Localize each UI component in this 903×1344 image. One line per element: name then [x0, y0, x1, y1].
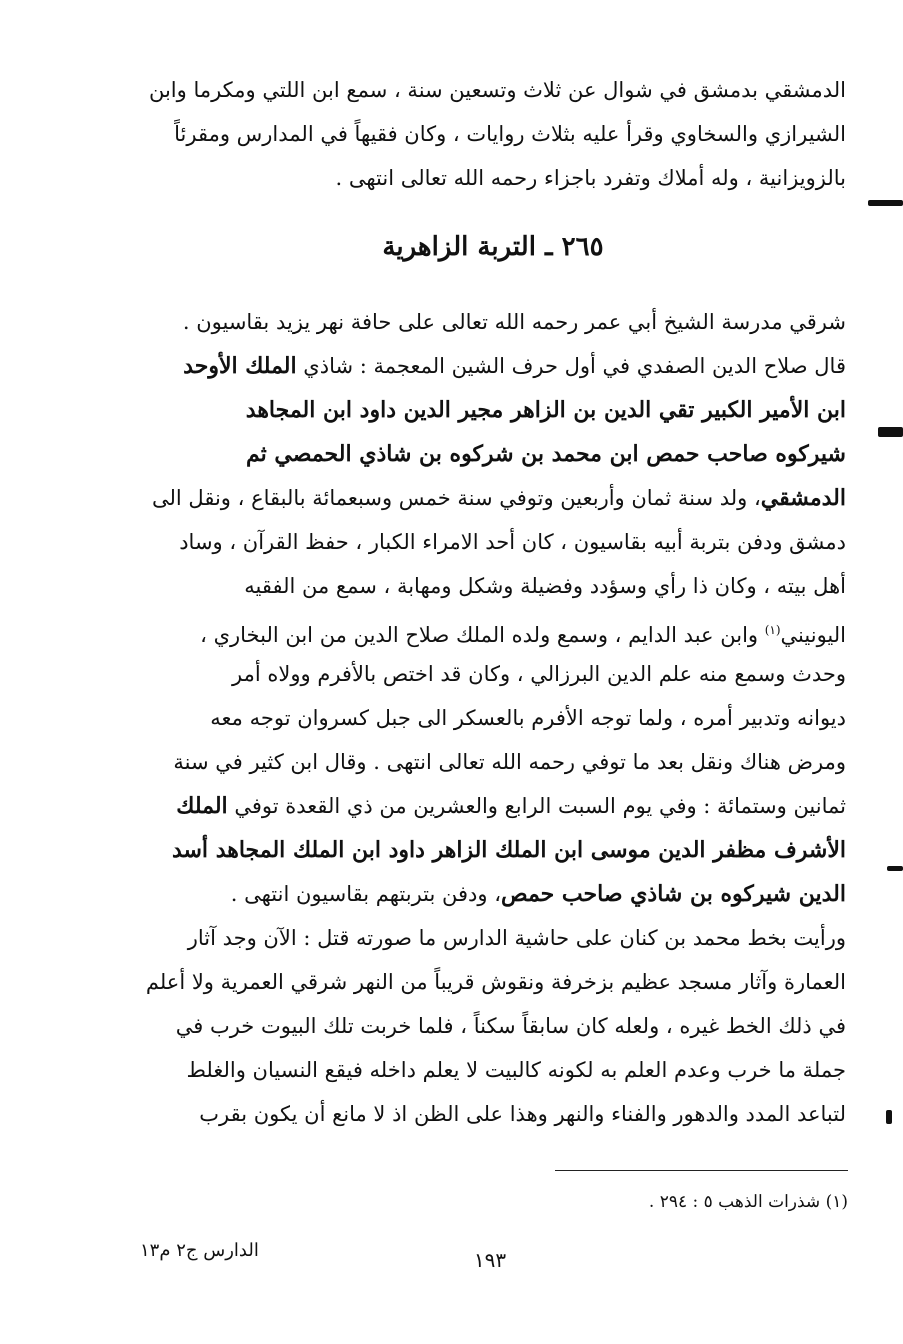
- text-line: دمشق ودفن بتربة أبيه بقاسيون ، كان أحد الامراء الكبار ، حفظ القرآن ، وساد: [179, 530, 846, 554]
- text-run: وابن عبد الدايم ، وسمع ولده الملك صلاح الدين من ابن البخاري ،: [200, 623, 765, 647]
- section-number: ٢٦٥: [561, 232, 604, 262]
- bold-name: الملك الأوحد: [183, 353, 297, 379]
- text-line: لتباعد المدد والدهور والفناء والنهر وهذا على الظن اذ لا مانع أن يكون بقرب: [199, 1102, 846, 1126]
- section-heading: [140, 225, 846, 269]
- scan-edge-mark: [886, 1110, 892, 1124]
- text-line: شرقي مدرسة الشيخ أبي عمر رحمه الله تعالى على حافة نهر يزيد بقاسيون .: [182, 310, 846, 334]
- text-line: وحدث وسمع منه علم الدين البرزالي ، وكان قد اختص بالأفرم وولاه أمر: [232, 662, 846, 686]
- text-line: العمارة وآثار مسجد عظيم بزخرفة ونقوش قريباً من النهر شرقي العمرية ولا أعلم: [145, 970, 846, 994]
- text-line: بالزويزانية ، وله أملاك وتفرد باجزاء رحمه الله تعالى انتهى .: [335, 166, 846, 190]
- bold-text-line: الأشرف مظفر الدين موسى ابن الملك الزاهر داود ابن الملك المجاهد أسد: [171, 837, 846, 863]
- text-run: ، ودفن بتربتهم بقاسيون انتهى .: [230, 882, 501, 906]
- text-line: في ذلك الخط غيره ، ولعله كان سابقاً سكناً ، فلما خربت تلك البيوت خرب في: [175, 1014, 846, 1038]
- text-line: ديوانه وتدبير أمره ، ولما توجه الأفرم بالعسكر الى جبل كسروان توجه معه: [210, 706, 846, 730]
- bold-name: الملك: [176, 793, 228, 819]
- text-line: ومرض هناك ونقل بعد ما توفي رحمه الله تعالى انتهى . وقال ابن كثير في سنة: [173, 750, 846, 774]
- scan-edge-mark: [887, 866, 903, 871]
- text-line: الشيرازي والسخاوي وقرأ عليه بثلاث روايات ، وكان فقيهاً في المدارس ومقرئاً: [174, 122, 846, 146]
- footnote: (١) شذرات الذهب ٥ : ٢٩٤ .: [648, 1192, 848, 1212]
- printer-signature: الدارس ج٢ م١٣: [140, 1240, 259, 1261]
- section-title: التربة الزاهرية: [382, 232, 536, 262]
- scan-edge-mark: [868, 200, 903, 206]
- section-body: [140, 300, 846, 1136]
- bold-name: الدمشقي: [760, 485, 846, 511]
- bold-text-line: ابن الأمير الكبير تقي الدين بن الزاهر مجير الدين داود ابن المجاهد: [245, 397, 846, 423]
- text-run: ثمانين وستمائة : وفي يوم السبت الرابع والعشرين من ذي القعدة توفي: [227, 794, 846, 818]
- text-line: أهل بيته ، وكان ذا رأي وسؤدد وفضيلة وشكل ومهابة ، سمع من الفقيه: [244, 574, 846, 598]
- text-run: اليونيني: [780, 623, 846, 647]
- text-run: ، ولد سنة ثمان وأربعين وتوفي سنة خمس وسبعمائة بالبقاع ، ونقل الى: [152, 486, 761, 510]
- text-line: [140, 476, 846, 520]
- text-line: [140, 872, 846, 916]
- bold-text-line: شيركوه صاحب حمص ابن محمد بن شركوه بن شاذي الحمصي ثم: [245, 441, 846, 467]
- text-line: [140, 784, 846, 828]
- text-line: جملة ما خرب وعدم العلم به لكونه كالبيت لا يعلم داخله فيقع النسيان والغلط: [186, 1058, 846, 1082]
- text-line: [140, 608, 846, 652]
- scan-edge-mark: [878, 427, 903, 437]
- text-line: ورأيت بخط محمد بن كنان على حاشية الدارس ما صورته قتل : الآن وجد آثار: [187, 926, 846, 950]
- text-line: [140, 344, 846, 388]
- section-dash: ـ: [544, 232, 553, 262]
- bold-name: الدين شيركوه بن شاذي صاحب حمص: [501, 881, 846, 907]
- page-number: ١٩٣: [473, 1248, 507, 1272]
- text-run: قال صلاح الدين الصفدي في أول حرف الشين المعجمة : شاذي: [296, 354, 846, 378]
- footnote-marker: (١): [764, 623, 781, 637]
- footnote-divider: [555, 1170, 848, 1171]
- text-line: الدمشقي بدمشق في شوال عن ثلاث وتسعين سنة ، سمع ابن اللتي ومكرما وابن: [148, 78, 846, 102]
- continuation-paragraph: [140, 68, 846, 200]
